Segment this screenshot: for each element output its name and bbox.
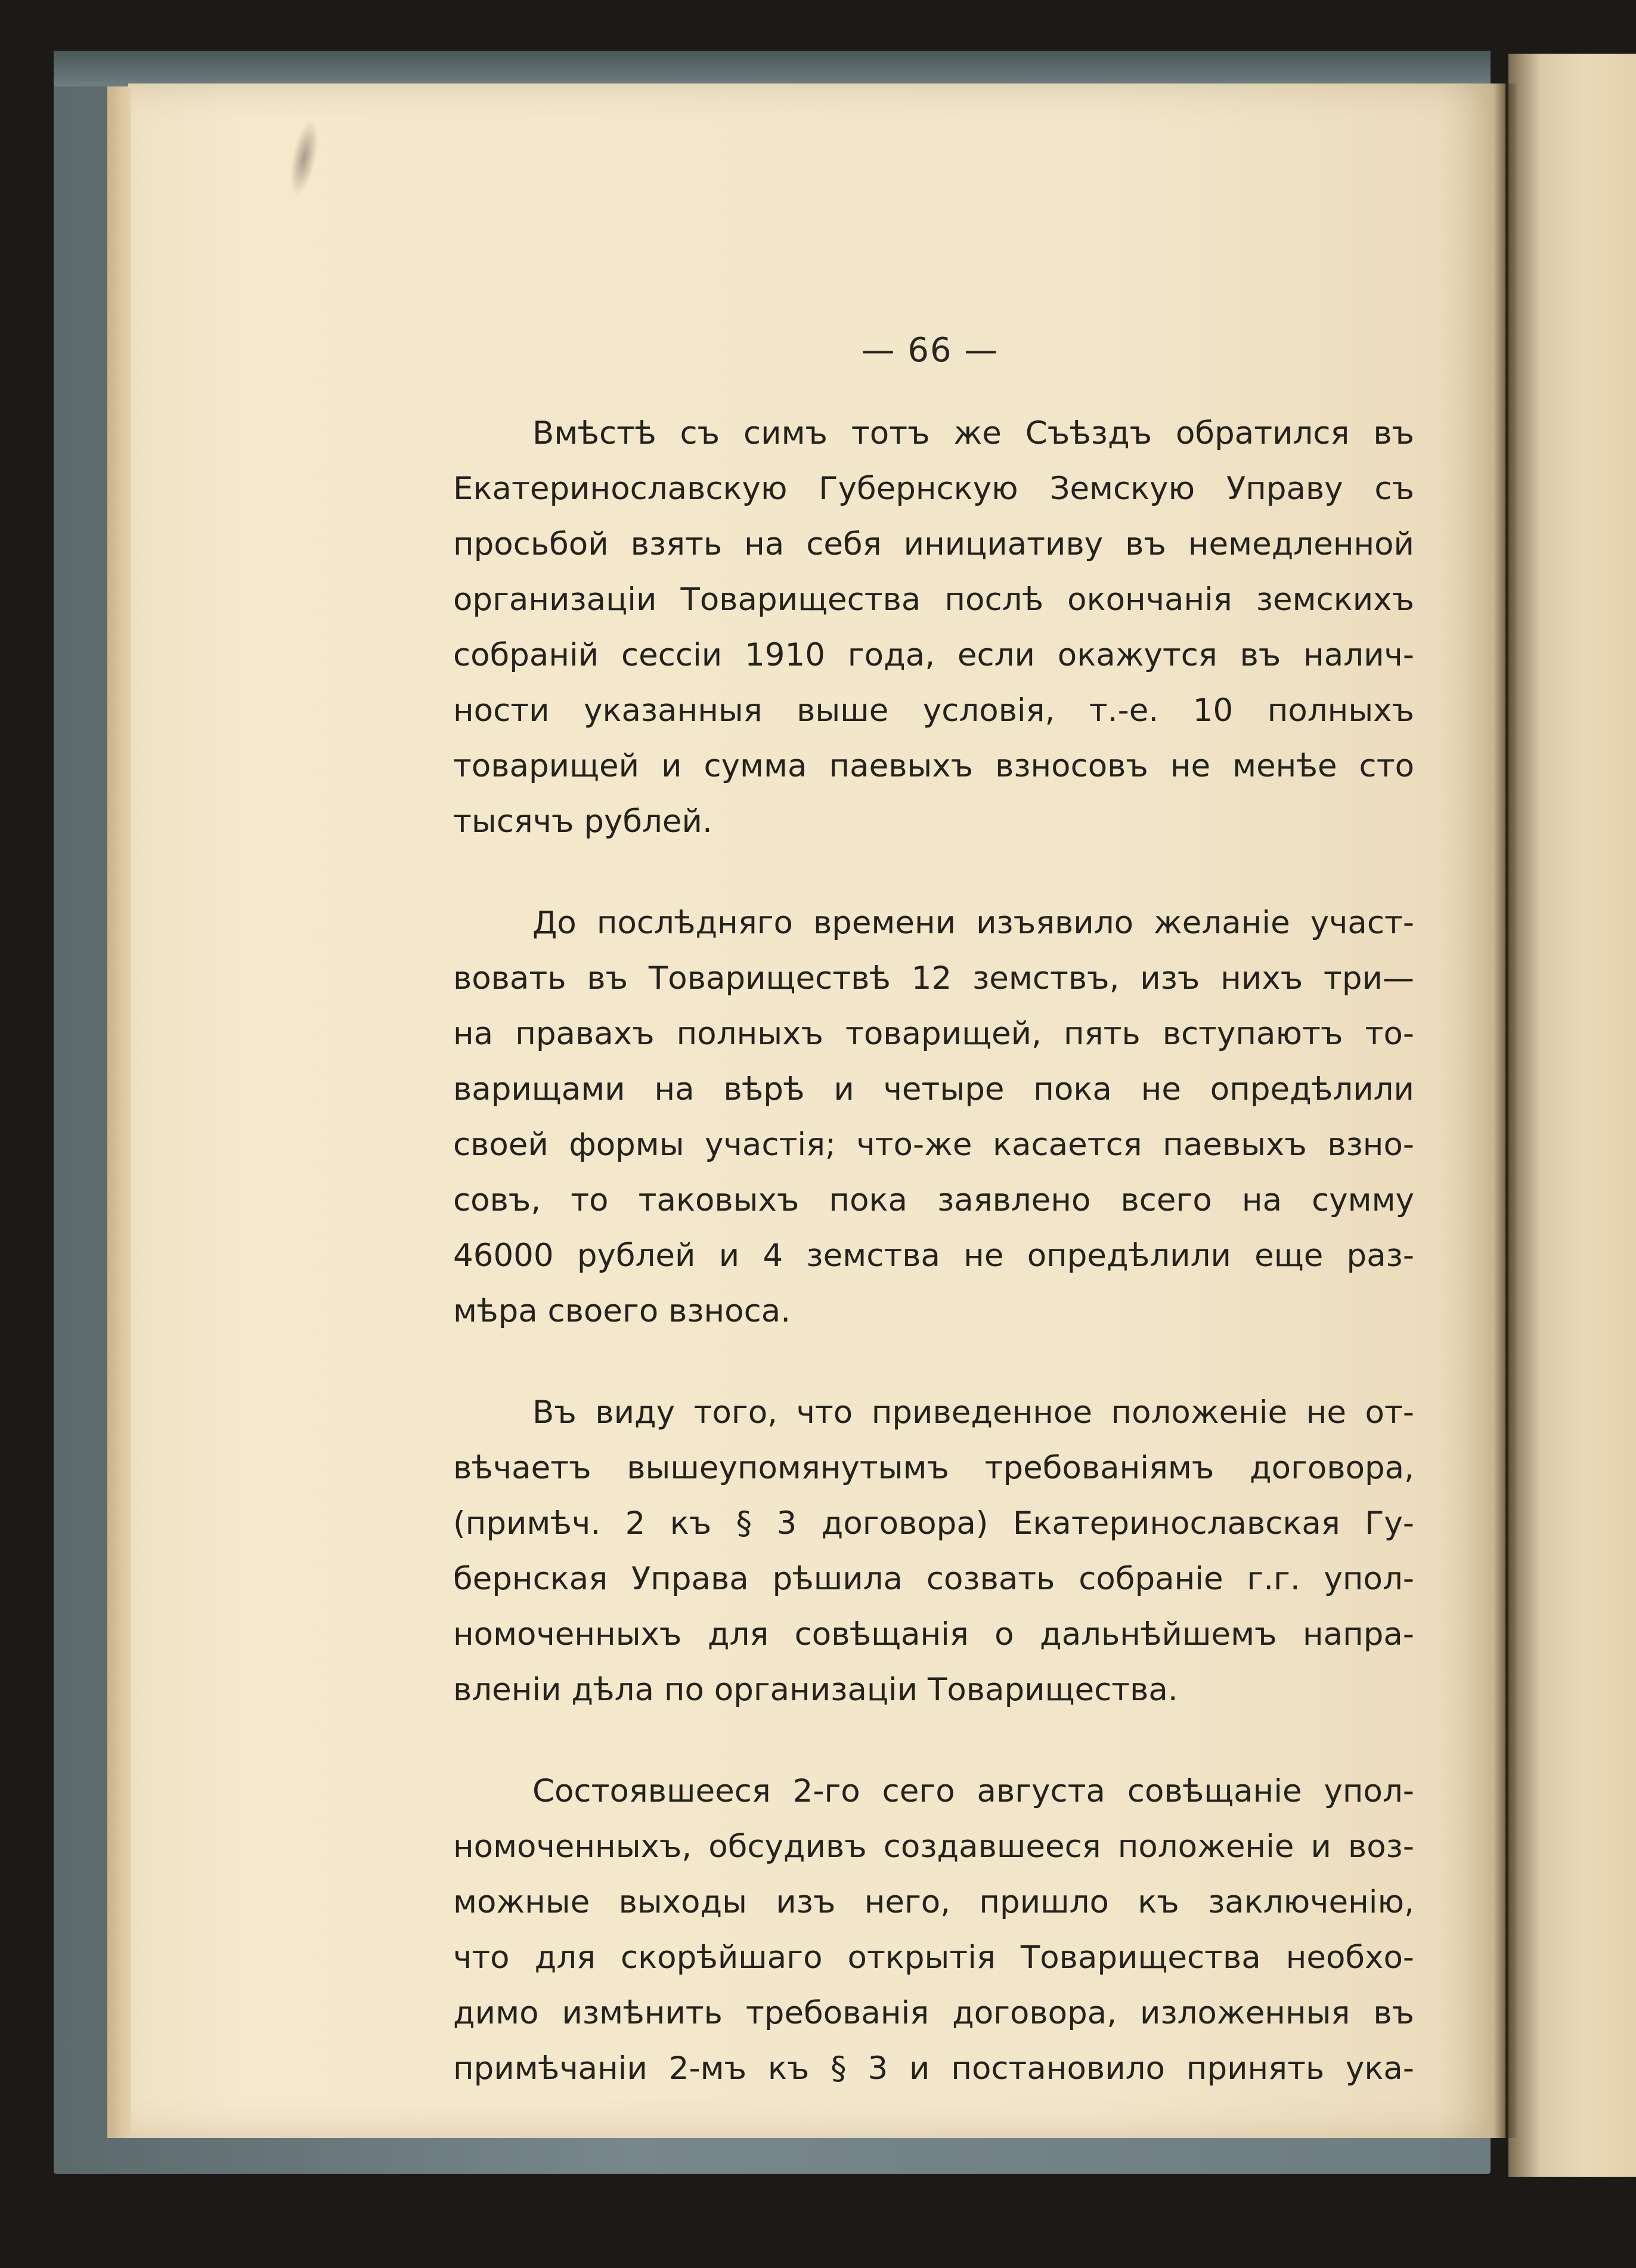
facing-page-edge [1508,54,1636,2177]
text-line: можные выходы изъ него, пришло къ заключенію, [453,1884,1414,1920]
text-line: вѣчаетъ вышеупомянутымъ требованіямъ договора, [453,1450,1414,1486]
text-line: собраній сессіи 1910 года, если окажутся въ налич- [453,637,1414,673]
text-line: товарищей и сумма паевыхъ взносовъ не менѣе сто [453,748,1414,784]
page-gutter-shadow [1494,83,1517,2138]
text-line: что для скорѣйшаго открытія Товарищества необхо- [453,1939,1414,1976]
text-line: димо измѣнить требованія договора, изложенныя въ [453,1995,1414,2031]
text-line: Состоявшееся 2-го сего августа совѣщаніе упол- [532,1773,1414,1809]
page-stack-edge [107,86,131,2138]
text-line: организаціи Товарищества послѣ окончанія земскихъ [453,581,1414,618]
page-number: — 66 — [861,331,999,370]
text-line: ности указанныя выше условія, т.-е. 10 полныхъ [453,692,1414,729]
text-line: Въ виду того, что приведенное положеніе не от- [532,1394,1414,1431]
text-line: просьбой взять на себя инициативу въ немедленной [453,526,1414,562]
text-line: Екатеринославскую Губернскую Земскую Управу съ [453,471,1414,507]
paragraph-3 [453,1385,1414,1718]
text-line: вленіи дѣла по организаціи Товарищества. [453,1672,1178,1708]
text-line: тысячъ рублей. [453,803,712,840]
text-line: варищами на вѣрѣ и четыре пока не опредѣлили [453,1071,1414,1107]
text-line: примѣчаніи 2-мъ къ § 3 и постановило принять ука- [453,2050,1414,2087]
text-line: 46000 рублей и 4 земства не опредѣлили еще раз- [453,1237,1414,1274]
page-text [453,406,1414,2142]
text-line: мѣра своего взноса. [453,1293,791,1329]
text-line: на правахъ полныхъ товарищей, пять вступаютъ то- [453,1016,1414,1052]
book-cover-top-edge [54,51,1491,86]
text-line: До послѣдняго времени изъявило желаніе участ- [532,905,1414,941]
text-line: совъ, то таковыхъ пока заявлено всего на сумму [453,1182,1414,1218]
paragraph-4 [453,1763,1414,2096]
paragraph-2 [453,895,1414,1339]
text-line: бернская Управа рѣшила созвать собраніе г.г. упол- [453,1561,1414,1597]
paragraph-1 [453,406,1414,849]
text-line: (примѣч. 2 къ § 3 договора) Екатеринославская Гу- [453,1505,1414,1542]
text-line: своей формы участія; что-же касается паевыхъ взно- [453,1127,1414,1163]
text-line: номоченныхъ, обсудивъ создавшееся положеніе и воз- [453,1828,1414,1865]
text-line: вовать въ Товариществѣ 12 земствъ, изъ нихъ три— [453,960,1414,997]
text-line: номоченныхъ для совѣщанія о дальнѣйшемъ напра- [453,1616,1414,1653]
text-line: Вмѣстѣ съ симъ тотъ же Съѣздъ обратился въ [532,415,1414,451]
